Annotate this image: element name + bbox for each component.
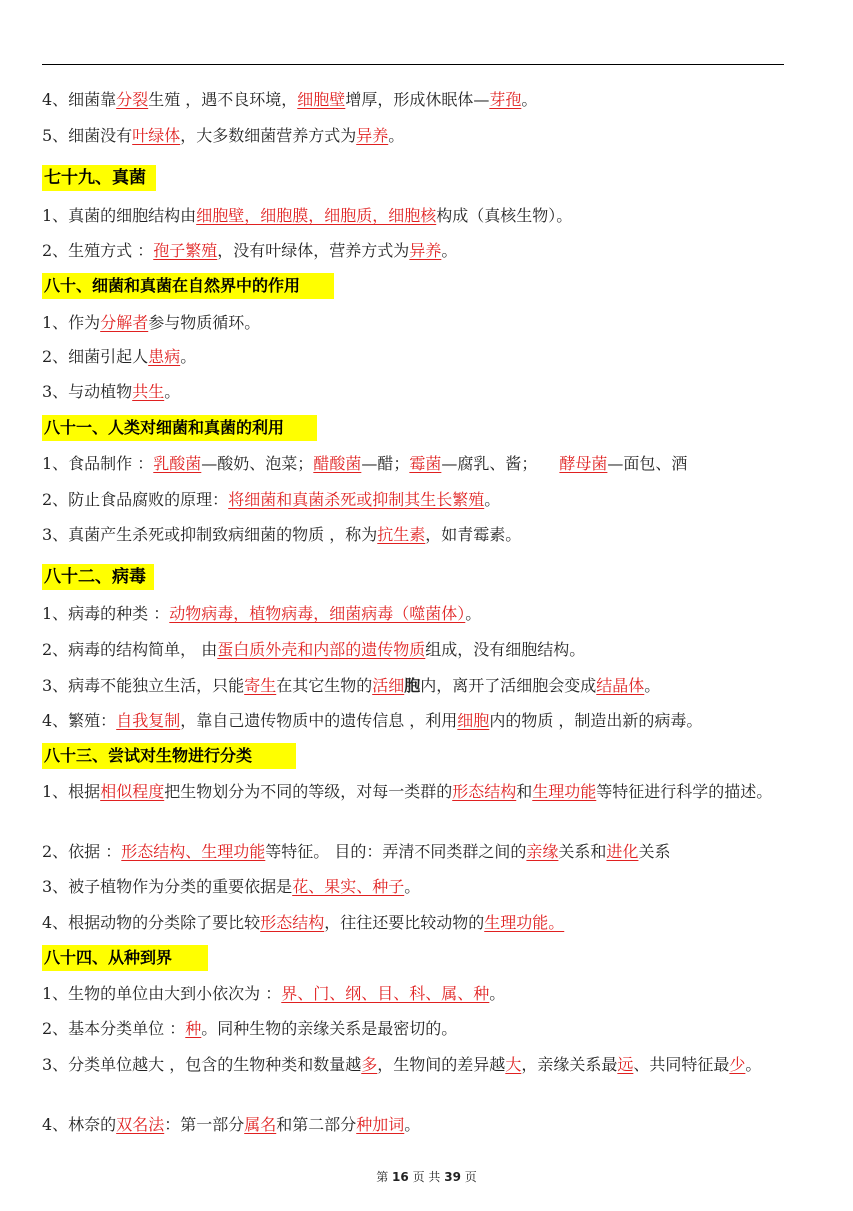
text-line: 1、生物的单位由大到小依次为 ：界、门、纲、目、科、属、种。	[42, 984, 506, 1003]
text-line: 1、根据相似程度把生物划分为不同的等级，对每一类群的形态结构和生理功能等特征进行科学的描述。	[42, 782, 773, 801]
text-line: 2、防止食品腐败的原理：将细菌和真菌杀死或抑制其生长繁殖。	[42, 490, 501, 509]
header-rule	[42, 64, 784, 65]
answer-text: 亲缘	[526, 842, 559, 861]
answer-text: 将细菌和真菌杀死或抑制其生长繁殖	[228, 490, 485, 509]
answer-text: 动物病毒，植物病毒，细菌病毒（噬菌体）	[169, 604, 466, 623]
text-line: 3、真菌产生杀死或抑制致病细菌的物质 ，称为抗生素，如青霉素。	[42, 525, 522, 544]
answer-text: 属名	[244, 1115, 277, 1134]
answer-text: 相似程度	[100, 782, 165, 801]
answer-text: 种	[185, 1019, 202, 1038]
answer-text: 异养	[409, 241, 442, 260]
section-heading: 八十二、病毒	[42, 564, 154, 590]
answer-text: 生理功能	[532, 782, 597, 801]
section-heading: 八十三、尝试对生物进行分类	[42, 743, 296, 769]
section-heading: 八十四、从种到界	[42, 945, 208, 971]
page-number: 16	[392, 1170, 409, 1184]
text-line: 3、被子植物作为分类的重要依据是花、果实、种子。	[42, 877, 421, 896]
answer-text: 孢子繁殖	[153, 241, 218, 260]
section-heading: 七十九、真菌	[42, 165, 156, 191]
answer-text: 界、门、纲、目、科、属、种	[281, 984, 490, 1003]
answer-text: 进化	[606, 842, 639, 861]
answer-text: 活细	[372, 676, 405, 695]
answer-text: 大	[505, 1055, 522, 1074]
answer-text: 共生	[132, 382, 165, 401]
answer-text: 叶绿体	[132, 126, 181, 145]
answer-text: 乳酸菌	[153, 454, 202, 473]
page-footer: 第 16 页 共 39 页	[376, 1170, 477, 1184]
answer-text: 结晶体	[596, 676, 645, 695]
answer-text: 生理功能。	[484, 913, 565, 932]
answer-text: 异养	[356, 126, 389, 145]
text-line: 2、基本分类单位 ：种。同种生物的亲缘关系是最密切的。	[42, 1019, 458, 1038]
answer-text: 蛋白质外壳和内部的遗传物质	[217, 640, 426, 659]
answer-text: 多	[361, 1055, 378, 1074]
text-line: 5、细菌没有叶绿体，大多数细菌营养方式为异养。	[42, 126, 405, 145]
text-line: 1、作为分解者参与物质循环。	[42, 313, 261, 332]
answer-text: 细胞壁，细胞膜，细胞质，细胞核	[196, 206, 437, 225]
answer-text: 花、果实、种子	[292, 877, 405, 896]
text-line: 3、病毒不能独立生活，只能寄生在其它生物的活细胞内，离开了活细胞会变成结晶体。	[42, 676, 661, 695]
total-pages: 39	[444, 1170, 461, 1184]
text-line: 2、依据 ：形态结构、生理功能等特征。 目的：弄清不同类群之间的亲缘关系和进化关系	[42, 842, 671, 861]
answer-text: 少	[729, 1055, 746, 1074]
text-line: 4、根据动物的分类除了要比较形态结构，往往还要比较动物的生理功能。	[42, 913, 565, 932]
answer-text: 种加词	[356, 1115, 405, 1134]
answer-text: 自我复制	[116, 711, 181, 730]
answer-text: 远	[617, 1055, 634, 1074]
text-line: 4、细菌靠分裂生殖 ，遇不良环境，细胞壁增厚，形成休眠体—芽孢。	[42, 90, 538, 109]
section-heading: 八十、细菌和真菌在自然界中的作用	[42, 273, 334, 299]
answer-text: 细胞	[457, 711, 490, 730]
answer-text: 霉菌	[409, 454, 442, 473]
answer-text: 酵母菌	[559, 454, 608, 473]
text-line: 2、病毒的结构简单， 由蛋白质外壳和内部的遗传物质组成，没有细胞结构。	[42, 640, 586, 659]
answer-text: 芽孢	[489, 90, 522, 109]
answer-text: 分裂	[116, 90, 149, 109]
answer-text: 分解者	[100, 313, 149, 332]
text-line: 1、真菌的细胞结构由细胞壁，细胞膜，细胞质，细胞核构成（真核生物）。	[42, 206, 573, 225]
text-line: 1、病毒的种类 ：动物病毒，植物病毒，细菌病毒（噬菌体）。	[42, 604, 482, 623]
answer-text: 抗生素	[377, 525, 426, 544]
text-line: 3、与动植物共生。	[42, 382, 181, 401]
answer-text: 醋酸菌	[313, 454, 362, 473]
answer-text: 形态结构	[452, 782, 517, 801]
answer-text: 双名法	[116, 1115, 165, 1134]
text-line: 4、林奈的双名法：第一部分属名和第二部分种加词。	[42, 1115, 421, 1134]
section-heading: 八十一、人类对细菌和真菌的利用	[42, 415, 317, 441]
answer-text: 寄生	[244, 676, 277, 695]
text-line: 3、分类单位越大 ，包含的生物种类和数量越多，生物间的差异越大，亲缘关系最远、共同特征最少。	[42, 1055, 762, 1074]
answer-text: 细胞壁	[297, 90, 346, 109]
text-line: 4、繁殖：自我复制，靠自己遗传物质中的遗传信息 ，利用细胞内的物质 ，制造出新的病毒。	[42, 711, 703, 730]
text-line: 2、细菌引起人患病。	[42, 347, 197, 366]
text-line: 2、生殖方式 ：孢子繁殖，没有叶绿体，营养方式为异养。	[42, 241, 458, 260]
answer-text: 患病	[148, 347, 181, 366]
answer-text: 形态结构	[260, 913, 325, 932]
text-line: 1、食品制作 ：乳酸菌—酸奶、泡菜；醋酸菌—醋；霉菌—腐乳、酱； 酵母菌—面包、酒	[42, 454, 688, 473]
answer-text: 形态结构、生理功能	[121, 842, 266, 861]
